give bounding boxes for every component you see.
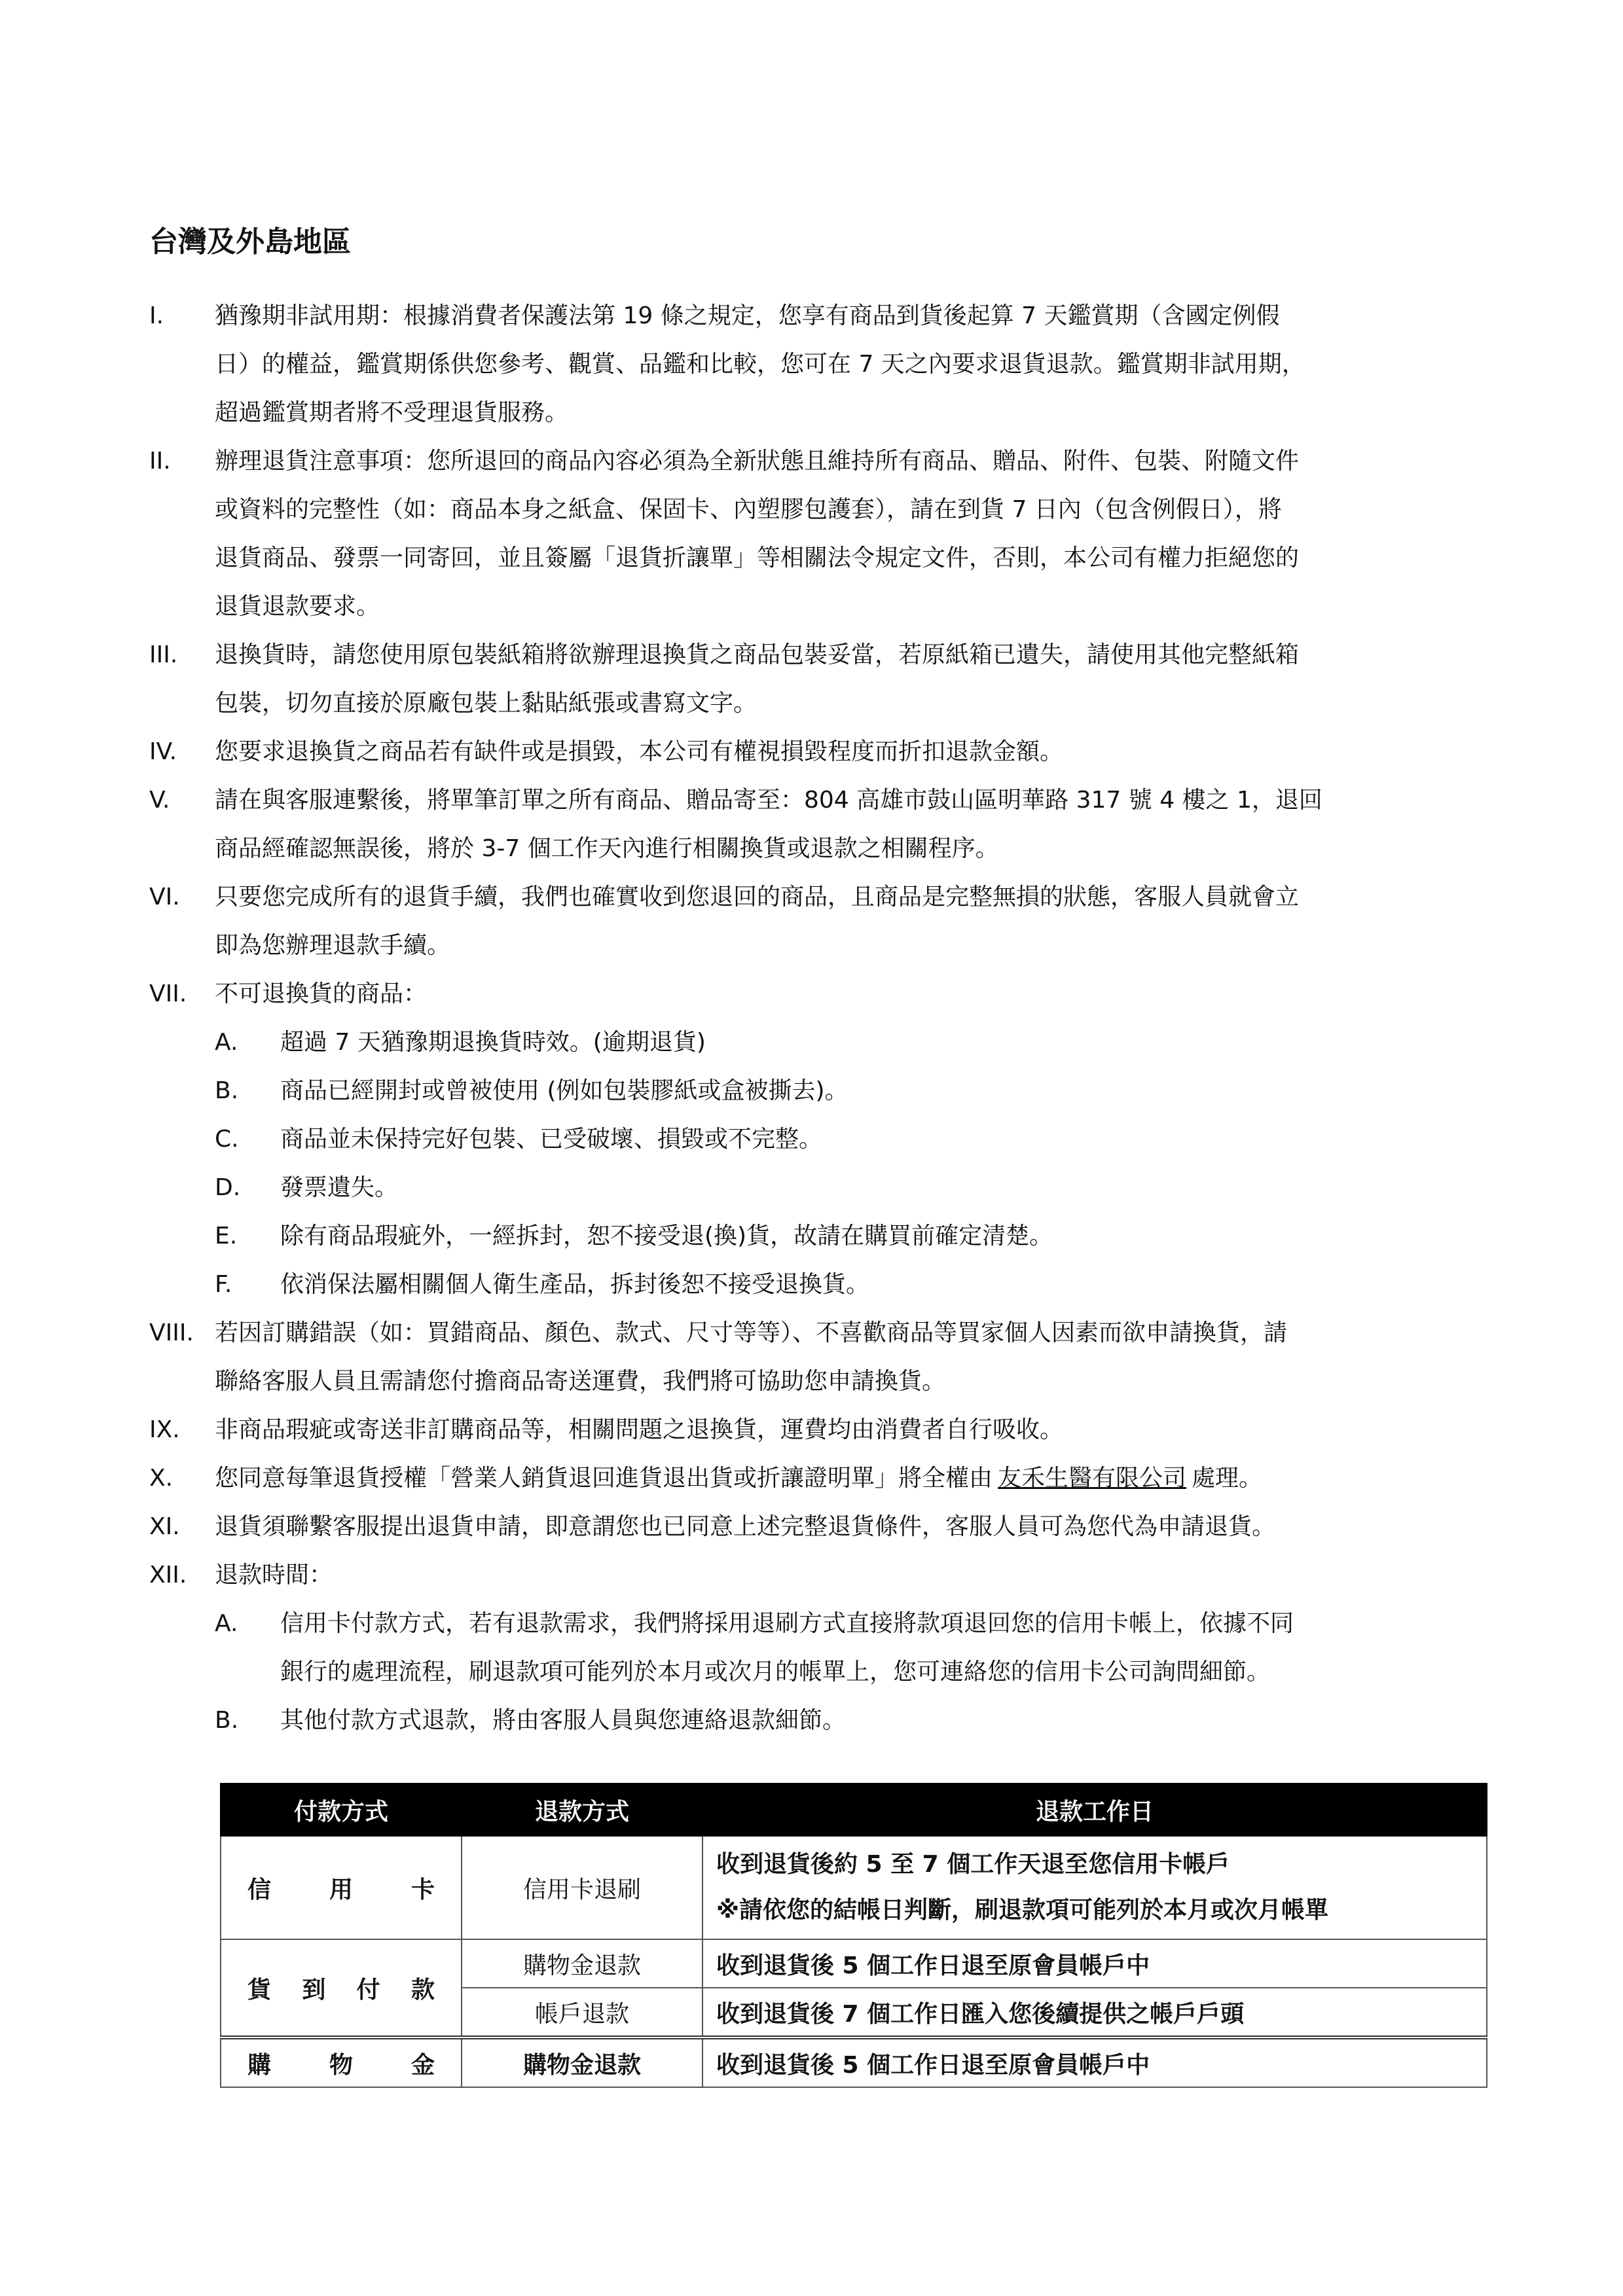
item-text: 包裝，切勿直接於原廠包裝上黏貼紙張或書寫文字。	[215, 690, 757, 717]
company-name: 友禾生醫有限公司	[998, 1465, 1187, 1492]
sub-item-text: 商品並未保持完好包裝、已受破壞、損毀或不完整。	[280, 1126, 823, 1153]
item-number: IV.	[149, 738, 177, 765]
table-row	[221, 1939, 1487, 1988]
sub-item-text: 其他付款方式退款，將由客服人員與您連絡退款細節。	[280, 1707, 847, 1734]
page-title: 台灣及外島地區	[149, 225, 351, 259]
sub-item-number: A.	[215, 1029, 238, 1056]
item-text: 若因訂購錯誤（如：買錯商品、顏色、款式、尺寸等等）、不喜歡商品等買家個人因素而欲申請換貨，請	[215, 1319, 1288, 1346]
header-refund-days: 退款工作日	[702, 1784, 1487, 1836]
refund-method-cell: 購物金退款	[462, 1939, 702, 1988]
sub-item-number: D.	[215, 1174, 241, 1201]
payment-method-cell: 貨 到 付 款	[221, 1939, 462, 2037]
sub-item-text: 信用卡付款方式，若有退款需求，我們將採用退刷方式直接將款項退回您的信用卡帳上，依據不同	[280, 1610, 1294, 1637]
sub-item-text: 發票遺失。	[280, 1174, 399, 1201]
refund-method-cell: 購物金退款	[462, 2037, 702, 2087]
refund-days-cell: 收到退貨後 5 個工作日退至原會員帳戶中	[702, 1939, 1487, 1988]
sub-item-text: 依消保法屬相關個人衛生產品，拆封後恕不接受退換貨。	[280, 1271, 870, 1298]
item-number: IX.	[149, 1416, 180, 1443]
sub-item-text: 商品已經開封或曾被使用 (例如包裝膠紙或盒被撕去)。	[280, 1077, 848, 1104]
sub-item-text: 除有商品瑕疵外，一經拆封，恕不接受退(換)貨，故請在購買前確定清楚。	[280, 1223, 1053, 1249]
refund-days-note: ※請依您的結帳日判斷，刷退款項可能列於本月或次月帳單	[716, 1897, 1328, 1924]
table-row	[221, 1836, 1487, 1939]
refund-days-cell	[702, 1836, 1487, 1939]
sub-item-number: C.	[215, 1126, 239, 1153]
sub-item-number: F.	[215, 1271, 232, 1298]
item-number: X.	[149, 1465, 173, 1492]
payment-method-cell: 購 物 金	[221, 2037, 462, 2087]
item-text: 退貨商品、發票一同寄回，並且簽屬「退貨折讓單」等相關法令規定文件，否則，本公司有權力拒絕您的	[215, 545, 1300, 571]
item-number: XII.	[149, 1562, 187, 1588]
header-refund-method: 退款方式	[462, 1784, 702, 1836]
sub-item-text: 銀行的處理流程，刷退款項可能列於本月或次月的帳單上，您可連絡您的信用卡公司詢問細節。	[280, 1659, 1271, 1685]
refund-days-line: 收到退貨後約 5 至 7 個工作天退至您信用卡帳戶	[716, 1851, 1230, 1878]
item-text-part: 您同意每筆退貨授權「營業人銷貨退回進貨退出貨或折讓證明單」將全權由	[215, 1465, 993, 1492]
header-payment-method: 付款方式	[221, 1784, 462, 1836]
item-text	[215, 1462, 1262, 1495]
item-text: 退貨退款要求。	[215, 593, 380, 620]
item-number: V.	[149, 787, 170, 814]
item-text: 退款時間：	[215, 1562, 333, 1588]
item-text: 不可退換貨的商品：	[215, 980, 428, 1007]
item-text: 只要您完成所有的退貨手續，我們也確實收到您退回的商品，且商品是完整無損的狀態，客服人員就會立	[215, 884, 1300, 910]
table-row	[221, 2037, 1487, 2087]
refund-days-cell: 收到退貨後 7 個工作日匯入您後續提供之帳戶戶頭	[702, 1988, 1487, 2037]
item-number: XI.	[149, 1513, 180, 1540]
item-text: 或資料的完整性（如：商品本身之紙盒、保固卡、內塑膠包護套），請在到貨 7 日內（包含例假日），將	[215, 496, 1282, 523]
sub-item-text: 超過 7 天猶豫期退換貨時效。(逾期退貨)	[280, 1029, 706, 1056]
sub-item-number: E.	[215, 1223, 238, 1249]
refund-days-cell: 收到退貨後 5 個工作日退至原會員帳戶中	[702, 2037, 1487, 2087]
item-number: VII.	[149, 980, 187, 1007]
item-text: 商品經確認無誤後，將於 3-7 個工作天內進行相關換貨或退款之相關程序。	[215, 835, 999, 862]
item-text: 請在與客服連繫後，將單筆訂單之所有商品、贈品寄至：804 高雄市鼓山區明華路 317 號 4 樓之 1，退回	[215, 787, 1322, 814]
item-text-part: 處理。	[1192, 1465, 1263, 1492]
item-text: 日）的權益，鑑賞期係供您參考、觀賞、品鑑和比較，您可在 7 天之內要求退貨退款。鑑賞期非試用期，	[215, 351, 1305, 378]
item-number: I.	[149, 302, 164, 329]
payment-method-cell: 信 用 卡	[221, 1836, 462, 1939]
item-text: 退換貨時，請您使用原包裝紙箱將欲辦理退換貨之商品包裝妥當，若原紙箱已遺失，請使用其他完整紙箱	[215, 641, 1300, 668]
item-text: 辦理退貨注意事項：您所退回的商品內容必須為全新狀態且維持所有商品、贈品、附件、包裝、附隨文件	[215, 448, 1300, 475]
item-text: 非商品瑕疵或寄送非訂購商品等，相關問題之退換貨，運費均由消費者自行吸收。	[215, 1416, 1064, 1443]
refund-method-cell: 帳戶退款	[462, 1988, 702, 2037]
item-text: 聯絡客服人員且需請您付擔商品寄送運費，我們將可協助您申請換貨。	[215, 1368, 946, 1395]
item-number: III.	[149, 641, 178, 668]
table-header-row	[221, 1784, 1487, 1836]
item-number: VI.	[149, 884, 180, 910]
item-text: 您要求退換貨之商品若有缺件或是損毀，本公司有權視損毀程度而折扣退款金額。	[215, 738, 1064, 765]
item-number: VIII.	[149, 1319, 194, 1346]
item-text: 即為您辦理退款手續。	[215, 932, 451, 959]
sub-item-number: A.	[215, 1610, 238, 1637]
refund-method-cell: 信用卡退刷	[462, 1836, 702, 1939]
item-text: 退貨須聯繫客服提出退貨申請，即意謂您也已同意上述完整退貨條件，客服人員可為您代為申請退貨。	[215, 1513, 1276, 1540]
sub-item-number: B.	[215, 1707, 239, 1734]
refund-table	[220, 1783, 1487, 2088]
sub-item-number: B.	[215, 1077, 239, 1104]
item-text: 超過鑑賞期者將不受理退貨服務。	[215, 399, 569, 426]
item-number: II.	[149, 448, 171, 475]
item-text: 猶豫期非試用期：根據消費者保護法第 19 條之規定，您享有商品到貨後起算 7 天鑑賞期（含國定例假	[215, 302, 1280, 329]
